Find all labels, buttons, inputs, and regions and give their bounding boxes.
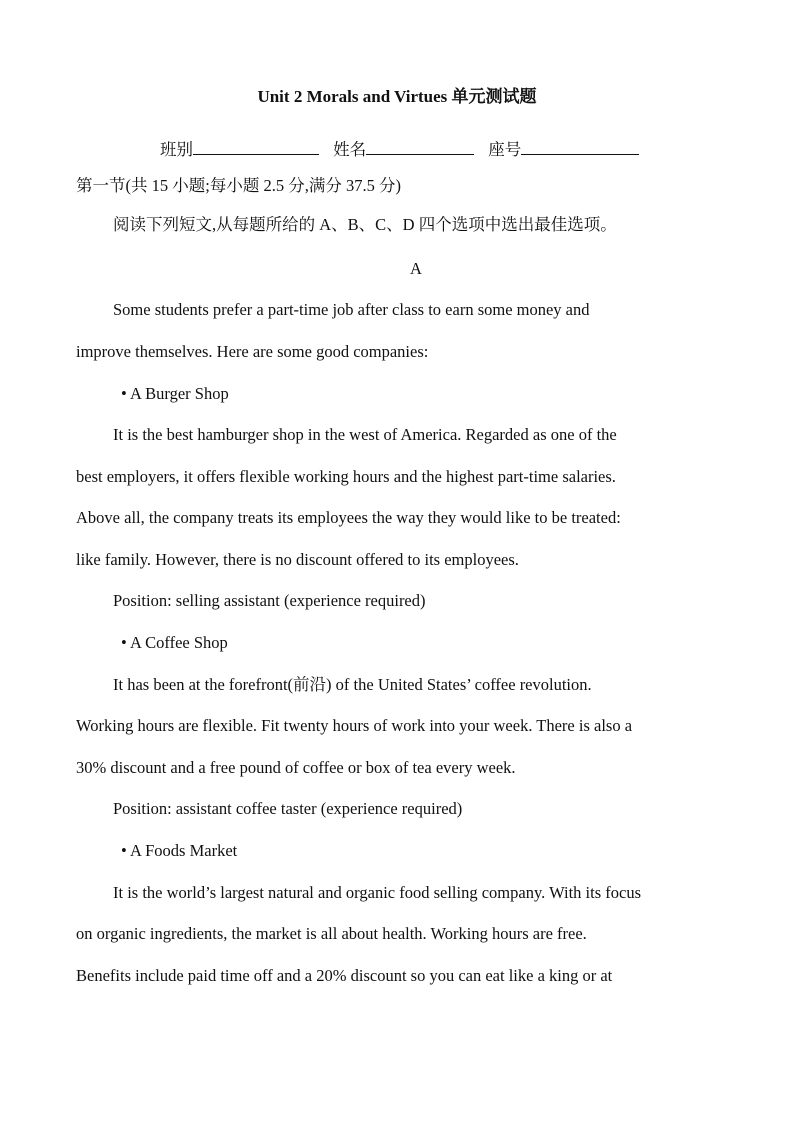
paragraph-line: It has been at the forefront(前沿) of the United States’ coffee revolution. xyxy=(113,675,592,694)
company-heading: • A Foods Market xyxy=(121,841,238,860)
company-heading: • A Coffee Shop xyxy=(121,633,228,652)
paragraph-line: Some students prefer a part-time job after class to earn some money and xyxy=(113,300,590,319)
seat-label: 座号 xyxy=(488,140,522,159)
student-info-row xyxy=(160,138,639,161)
paragraph-line: like family. However, there is no discount offered to its employees. xyxy=(76,550,519,569)
company-heading: • A Burger Shop xyxy=(121,384,229,403)
paragraph-line: Working hours are flexible. Fit twenty hours of work into your week. There is also a xyxy=(76,716,633,735)
name-label: 姓名 xyxy=(333,140,367,159)
paragraph-line: Benefits include paid time off and a 20% discount so you can eat like a king or at xyxy=(76,966,613,985)
seat-blank[interactable] xyxy=(521,138,639,155)
instruction-text: 阅读下列短文,从每题所给的 A、B、C、D 四个选项中选出最佳选项。 xyxy=(113,215,617,234)
position-line: Position: selling assistant (experience required) xyxy=(113,591,426,610)
section-heading: 第一节(共 15 小题;每小题 2.5 分,满分 37.5 分) xyxy=(76,176,401,195)
position-line: Position: assistant coffee taster (experience required) xyxy=(113,799,463,818)
class-blank[interactable] xyxy=(193,138,319,155)
paragraph-line: 30% discount and a free pound of coffee or box of tea every week. xyxy=(76,758,516,777)
page-title: Unit 2 Morals and Virtues 单元测试题 xyxy=(257,87,537,106)
name-blank[interactable] xyxy=(366,138,474,155)
passage-label: A xyxy=(410,259,422,278)
paragraph-line: It is the world’s largest natural and organic food selling company. With its focus xyxy=(113,883,641,902)
class-label: 班别 xyxy=(160,140,193,159)
paragraph-line: It is the best hamburger shop in the west of America. Regarded as one of the xyxy=(113,425,617,444)
paragraph-line: improve themselves. Here are some good companies: xyxy=(76,342,429,361)
paragraph-line: best employers, it offers flexible working hours and the highest part-time salaries. xyxy=(76,467,616,486)
paragraph-line: Above all, the company treats its employees the way they would like to be treated: xyxy=(76,508,621,527)
paragraph-line: on organic ingredients, the market is all about health. Working hours are free. xyxy=(76,924,587,943)
